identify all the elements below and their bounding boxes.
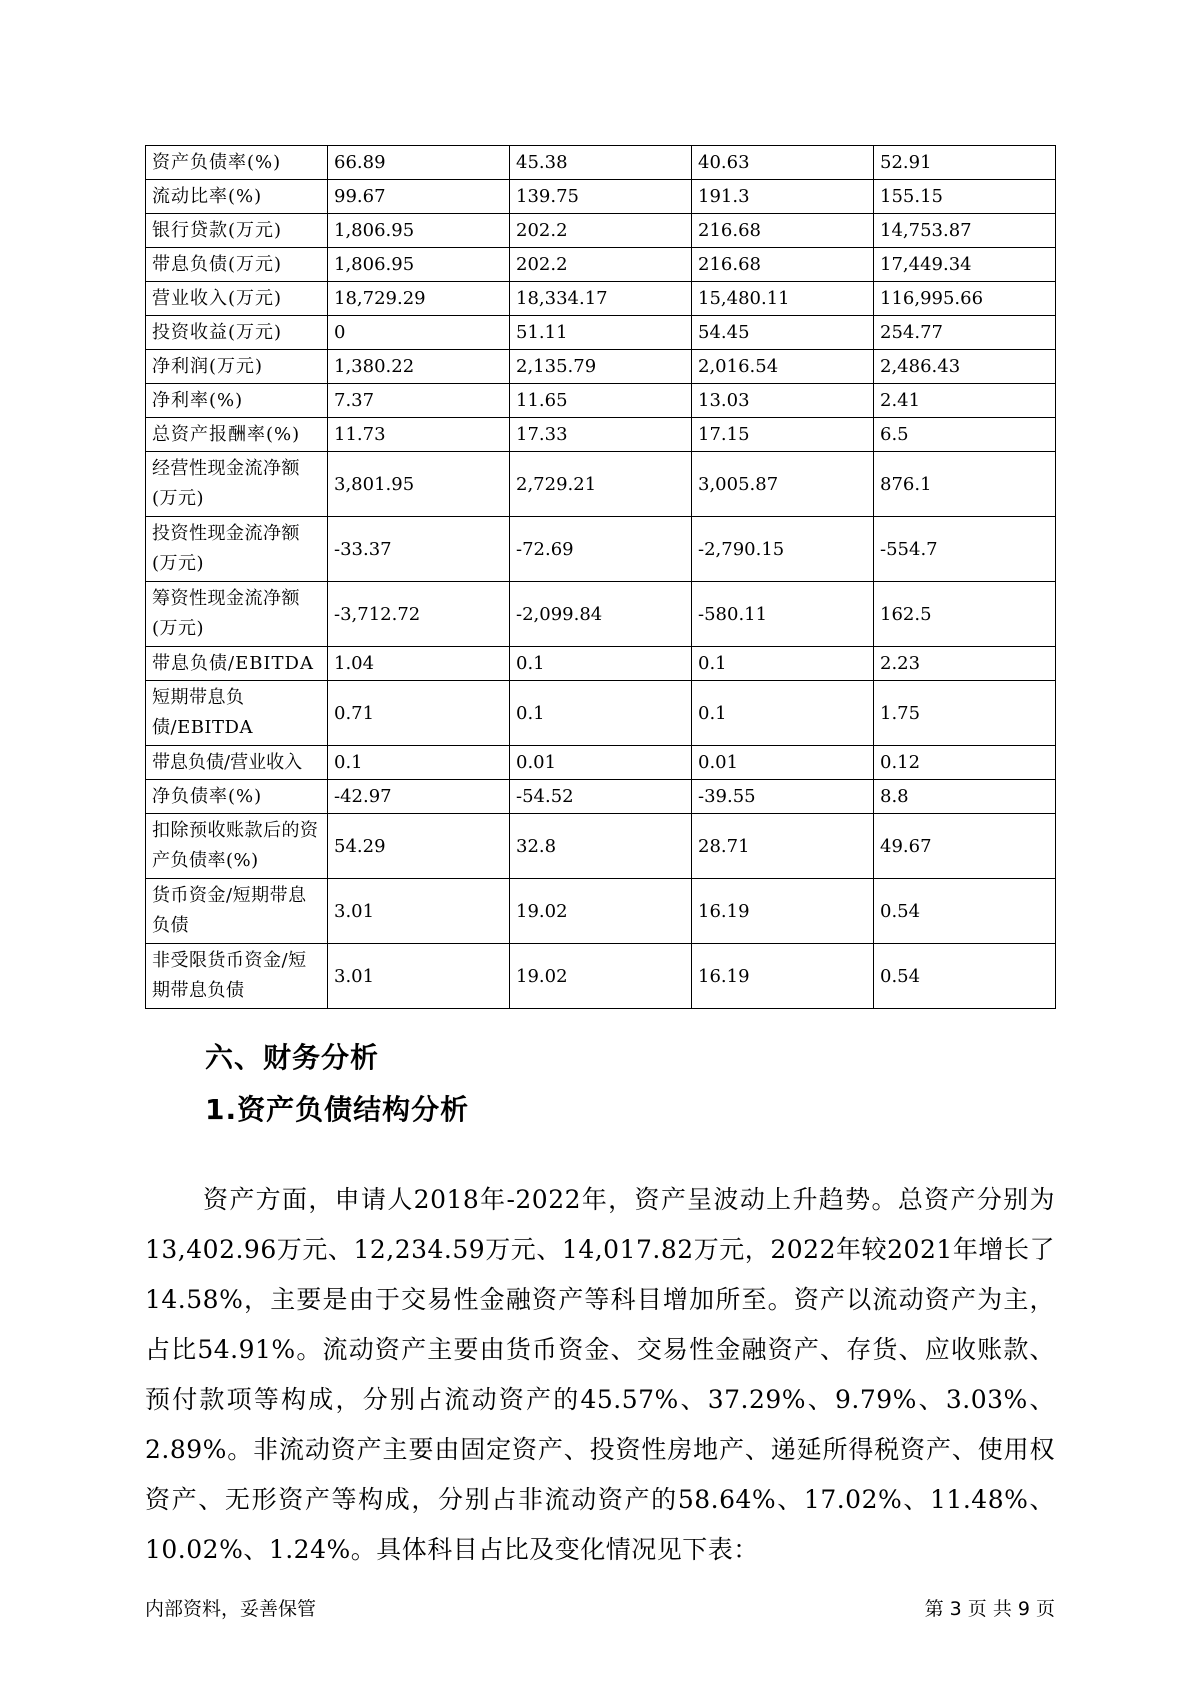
subsection-heading: 1.资产负债结构分析 <box>205 1093 470 1126</box>
table-row <box>146 582 1056 647</box>
table-cell: 2.23 <box>874 647 1056 681</box>
table-row <box>146 418 1056 452</box>
row-label: 带息负债/EBITDA <box>146 647 328 681</box>
table-cell: 202.2 <box>510 248 692 282</box>
table-cell: 18,729.29 <box>328 282 510 316</box>
table-cell: 16.19 <box>692 879 874 944</box>
table-cell: 3,801.95 <box>328 452 510 517</box>
table-row <box>146 282 1056 316</box>
table-cell: 155.15 <box>874 180 1056 214</box>
table-cell: 139.75 <box>510 180 692 214</box>
footer-confidential-note: 内部资料，妥善保管 <box>145 1598 317 1620</box>
table-row <box>146 452 1056 517</box>
table-cell: 6.5 <box>874 418 1056 452</box>
table-cell: 1.75 <box>874 681 1056 746</box>
table-cell: 3.01 <box>328 879 510 944</box>
table-cell: -33.37 <box>328 517 510 582</box>
row-label: 净利润(万元) <box>146 350 328 384</box>
row-label: 货币资金/短期带息负债 <box>146 879 328 944</box>
row-label: 带息负债(万元) <box>146 248 328 282</box>
row-label: 扣除预收账款后的资产负债率(%) <box>146 814 328 879</box>
row-label: 总资产报酬率(%) <box>146 418 328 452</box>
table-cell: 32.8 <box>510 814 692 879</box>
table-cell: -54.52 <box>510 780 692 814</box>
row-label: 营业收入(万元) <box>146 282 328 316</box>
table-cell: 1.04 <box>328 647 510 681</box>
table-cell: -42.97 <box>328 780 510 814</box>
row-label: 流动比率(%) <box>146 180 328 214</box>
table-row <box>146 647 1056 681</box>
table-cell: 202.2 <box>510 214 692 248</box>
row-label: 非受限货币资金/短期带息负债 <box>146 944 328 1009</box>
table-cell: 1,380.22 <box>328 350 510 384</box>
table-cell: 17.33 <box>510 418 692 452</box>
table-cell: 0.1 <box>692 681 874 746</box>
row-label: 带息负债/营业收入 <box>146 746 328 780</box>
table-cell: 1,806.95 <box>328 214 510 248</box>
table-cell: 216.68 <box>692 214 874 248</box>
row-label: 净利率(%) <box>146 384 328 418</box>
table-row <box>146 316 1056 350</box>
table-cell: 40.63 <box>692 146 874 180</box>
table-cell: 8.8 <box>874 780 1056 814</box>
table-cell: 15,480.11 <box>692 282 874 316</box>
table-cell: -3,712.72 <box>328 582 510 647</box>
body-paragraph: 资产方面，申请人2018年-2022年，资产呈波动上升趋势。总资产分别为13,402.96万元、12,234.59万元、14,017.82万元，2022年较2021年增长了14.58%，主要是由于交易性金融资产等科目增加所至。资产以流动资产为主，占比54.91%。流动资产主要由货币资金、交易性金融资产、存货、应收账款、预付款项等构成，分别占流动资产的45.57%、37.29%、9.79%、3.03%、2.89%。非流动资产主要由固定资产、投资性房地产、递延所得税资产、使用权资产、无形资产等构成，分别占非流动资产的58.64%、17.02%、11.48%、10.02%、1.24%。具体科目占比及变化情况见下表： <box>145 1185 1055 1564</box>
table-cell: 0.71 <box>328 681 510 746</box>
row-label: 净负债率(%) <box>146 780 328 814</box>
table-cell: 1,806.95 <box>328 248 510 282</box>
table-cell: 99.67 <box>328 180 510 214</box>
table-cell: 54.45 <box>692 316 874 350</box>
table-row <box>146 879 1056 944</box>
table-cell: 28.71 <box>692 814 874 879</box>
page-number: 第 3 页 共 9 页 <box>924 1598 1055 1620</box>
table-cell: -554.7 <box>874 517 1056 582</box>
table-cell: 2.41 <box>874 384 1056 418</box>
table-cell: 191.3 <box>692 180 874 214</box>
table-row <box>146 944 1056 1009</box>
row-label: 银行贷款(万元) <box>146 214 328 248</box>
table-cell: 13.03 <box>692 384 874 418</box>
table-cell: -2,790.15 <box>692 517 874 582</box>
table-cell: 66.89 <box>328 146 510 180</box>
table-row <box>146 780 1056 814</box>
table-cell: 0.1 <box>510 647 692 681</box>
table-cell: 17.15 <box>692 418 874 452</box>
table-cell: 0.1 <box>328 746 510 780</box>
table-row <box>146 214 1056 248</box>
table-row <box>146 146 1056 180</box>
table-cell: 11.65 <box>510 384 692 418</box>
table-cell: 0.54 <box>874 944 1056 1009</box>
table-cell: 51.11 <box>510 316 692 350</box>
table-cell: -580.11 <box>692 582 874 647</box>
row-label: 资产负债率(%) <box>146 146 328 180</box>
table-cell: 14,753.87 <box>874 214 1056 248</box>
table-cell: -2,099.84 <box>510 582 692 647</box>
table-cell: 0.01 <box>510 746 692 780</box>
table-cell: 0 <box>328 316 510 350</box>
table-cell: 0.12 <box>874 746 1056 780</box>
table-cell: 19.02 <box>510 944 692 1009</box>
row-label: 筹资性现金流净额(万元) <box>146 582 328 647</box>
table-row <box>146 517 1056 582</box>
table-cell: 3.01 <box>328 944 510 1009</box>
table-cell: 876.1 <box>874 452 1056 517</box>
section-heading: 六、财务分析 <box>205 1041 380 1074</box>
table-cell: 162.5 <box>874 582 1056 647</box>
table-cell: 52.91 <box>874 146 1056 180</box>
row-label: 投资性现金流净额(万元) <box>146 517 328 582</box>
table-cell: 254.77 <box>874 316 1056 350</box>
table-cell: 0.01 <box>692 746 874 780</box>
table-cell: 0.1 <box>510 681 692 746</box>
table-cell: 54.29 <box>328 814 510 879</box>
table-cell: 7.37 <box>328 384 510 418</box>
table-cell: 2,729.21 <box>510 452 692 517</box>
table-row <box>146 814 1056 879</box>
row-label: 经营性现金流净额(万元) <box>146 452 328 517</box>
table-row <box>146 350 1056 384</box>
table-cell: 2,016.54 <box>692 350 874 384</box>
table-cell: 3,005.87 <box>692 452 874 517</box>
table-cell: -39.55 <box>692 780 874 814</box>
table-cell: 0.54 <box>874 879 1056 944</box>
table-cell: 49.67 <box>874 814 1056 879</box>
table-cell: 116,995.66 <box>874 282 1056 316</box>
table-row <box>146 746 1056 780</box>
table-cell: 0.1 <box>692 647 874 681</box>
table-cell: 16.19 <box>692 944 874 1009</box>
table-cell: 216.68 <box>692 248 874 282</box>
table-row <box>146 248 1056 282</box>
table-cell: 11.73 <box>328 418 510 452</box>
table-cell: 17,449.34 <box>874 248 1056 282</box>
table-cell: 2,135.79 <box>510 350 692 384</box>
table-cell: -72.69 <box>510 517 692 582</box>
financial-indicators-table <box>145 145 1056 1009</box>
row-label: 投资收益(万元) <box>146 316 328 350</box>
table-row <box>146 384 1056 418</box>
table-row <box>146 681 1056 746</box>
row-label: 短期带息负债/EBITDA <box>146 681 328 746</box>
table-cell: 19.02 <box>510 879 692 944</box>
table-cell: 45.38 <box>510 146 692 180</box>
table-row <box>146 180 1056 214</box>
table-cell: 18,334.17 <box>510 282 692 316</box>
table-cell: 2,486.43 <box>874 350 1056 384</box>
